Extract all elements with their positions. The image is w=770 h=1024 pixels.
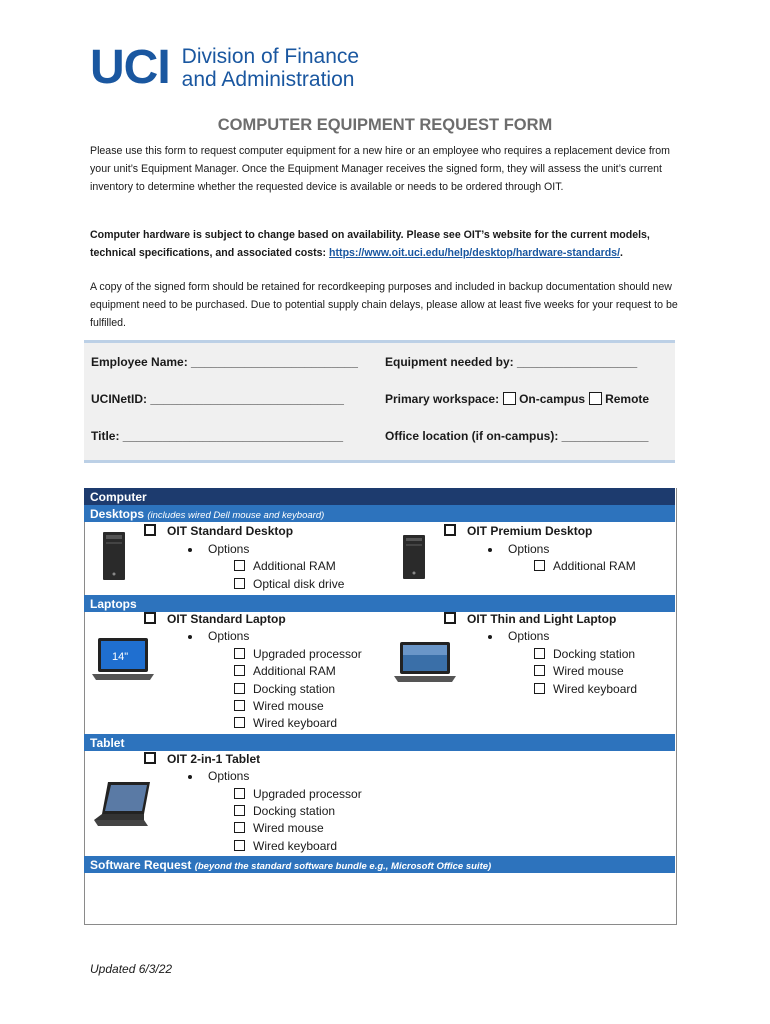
tablet-2in1-icon: [92, 778, 158, 830]
section-computer-label: Computer: [90, 490, 147, 504]
tablet-options-heading: [188, 769, 249, 783]
bullet-icon: [188, 775, 192, 779]
checkbox-icon[interactable]: [234, 700, 245, 711]
tablet-option-item[interactable]: [234, 787, 362, 801]
standard-laptop-option[interactable]: [144, 612, 286, 626]
logo-line-2: and Administration: [181, 68, 355, 91]
option-label: Wired keyboard: [553, 682, 638, 696]
primary-workspace-row: [385, 392, 649, 406]
option-label: Additional RAM: [253, 559, 336, 573]
section-desktops-note: (includes wired Dell mouse and keyboard): [147, 510, 325, 521]
option-label: Additional RAM: [553, 559, 636, 573]
checkbox-icon[interactable]: [234, 717, 245, 728]
checkbox-icon[interactable]: [144, 524, 156, 536]
option-label: Docking station: [553, 647, 636, 661]
remote-label: Remote: [605, 392, 650, 406]
bullet-icon: [488, 635, 492, 639]
standard-laptop-label: OIT Standard Laptop: [167, 612, 286, 626]
tablet-option-item[interactable]: [234, 839, 337, 853]
option-label: Additional RAM: [253, 664, 336, 678]
checkbox-icon[interactable]: [234, 822, 245, 833]
options-label: Options: [208, 542, 250, 556]
standard-laptop-option-item[interactable]: [234, 664, 336, 678]
checkbox-icon[interactable]: [234, 683, 245, 694]
p2-end: .: [620, 247, 623, 259]
on-campus-checkbox[interactable]: [503, 392, 516, 405]
options-label: Options: [208, 629, 250, 643]
intro-paragraph-1: Please use this form to request computer equipment for a new hire or an employee who requires a replacement device from your unit’s Equipment Manager. Once the Equipment Manager receives the signed form, they will assess the unit’s current inventory to determine whether the requested device is available or needs to be ordered through OIT.: [90, 145, 671, 193]
intro-paragraph-2: [90, 226, 680, 262]
updated-date: Updated 6/3/22: [90, 962, 173, 976]
laptop-thin-icon: [392, 640, 458, 684]
checkbox-icon[interactable]: [444, 524, 456, 536]
checkbox-icon[interactable]: [234, 648, 245, 659]
checkbox-icon[interactable]: [534, 560, 545, 571]
equipment-needed-field[interactable]: Equipment needed by: __________________: [385, 355, 638, 369]
checkbox-icon[interactable]: [234, 788, 245, 799]
option-label: Docking station: [253, 682, 336, 696]
section-laptops: [84, 595, 675, 612]
tablet-option-item[interactable]: [234, 804, 335, 818]
standard-laptop-option-item[interactable]: [234, 682, 335, 696]
bullet-icon: [188, 635, 192, 639]
options-label: Options: [208, 769, 250, 783]
checkbox-icon[interactable]: [444, 612, 456, 624]
thin-light-laptop-label: OIT Thin and Light Laptop: [467, 612, 617, 626]
standard-laptop-option-item[interactable]: [234, 716, 337, 730]
section-desktops-label: Desktops: [90, 507, 145, 521]
section-tablet: [84, 734, 675, 751]
tablet-2in1-option[interactable]: [144, 752, 260, 766]
standard-desktop-option[interactable]: [144, 524, 293, 538]
option-label: Optical disk drive: [253, 577, 345, 591]
checkbox-icon[interactable]: [144, 752, 156, 764]
option-label: Wired mouse: [253, 699, 324, 713]
section-desktops: [84, 505, 675, 522]
standard-laptop-option-item[interactable]: [234, 647, 362, 661]
office-location-field[interactable]: Office location (if on-campus): _____________: [385, 429, 649, 443]
logo-text: [182, 45, 359, 91]
checkbox-icon[interactable]: [534, 683, 545, 694]
options-label: Options: [508, 629, 550, 643]
section-laptops-label: Laptops: [90, 597, 137, 611]
employee-name-field[interactable]: Employee Name: _________________________: [91, 355, 358, 369]
checkbox-icon[interactable]: [534, 648, 545, 659]
option-label: Upgraded processor: [253, 787, 362, 801]
bullet-icon: [488, 548, 492, 552]
premium-desktop-option-item[interactable]: [534, 559, 636, 573]
option-label: Wired mouse: [553, 664, 624, 678]
tablet-2in1-label: OIT 2-in-1 Tablet: [167, 752, 261, 766]
checkbox-icon[interactable]: [234, 560, 245, 571]
logo-line-1: Division of Finance: [181, 45, 360, 68]
standard-desktop-options-heading: [188, 542, 249, 556]
option-label: Wired mouse: [253, 821, 324, 835]
hardware-standards-link[interactable]: https://www.oit.uci.edu/help/desktop/hardware-standards/: [329, 247, 621, 259]
uci-logo: [90, 41, 360, 94]
page-title: COMPUTER EQUIPMENT REQUEST FORM: [217, 116, 553, 134]
standard-desktop-option-item[interactable]: [234, 577, 344, 591]
bullet-icon: [188, 548, 192, 552]
desktop-tower-premium-icon: [400, 533, 430, 581]
checkbox-icon[interactable]: [234, 578, 245, 589]
software-request-input[interactable]: [85, 874, 674, 923]
premium-desktop-label: OIT Premium Desktop: [467, 524, 593, 538]
remote-checkbox[interactable]: [589, 392, 602, 405]
checkbox-icon[interactable]: [234, 665, 245, 676]
standard-desktop-option-item[interactable]: [234, 559, 336, 573]
section-computer: [84, 488, 675, 505]
section-software-note: (beyond the standard software bundle e.g., Microsoft Office suite): [194, 861, 492, 872]
checkbox-icon[interactable]: [234, 840, 245, 851]
premium-desktop-options-heading: [488, 542, 549, 556]
premium-desktop-option[interactable]: [444, 524, 592, 538]
thin-light-laptop-option-item[interactable]: [534, 682, 637, 696]
laptop-screen-label: 14": [112, 651, 129, 663]
section-software-request: [84, 856, 675, 873]
section-software-label: Software Request: [90, 858, 192, 872]
on-campus-label: On-campus: [519, 392, 586, 406]
section-tablet-label: Tablet: [90, 736, 125, 750]
option-label: Docking station: [253, 804, 336, 818]
ucinetid-field[interactable]: UCINetID: _____________________________: [91, 392, 344, 406]
thin-light-laptop-option[interactable]: [444, 612, 616, 626]
options-label: Options: [508, 542, 550, 556]
title-field[interactable]: Title: _________________________________: [91, 429, 344, 443]
option-label: Wired keyboard: [253, 839, 338, 853]
checkbox-icon[interactable]: [234, 805, 245, 816]
primary-workspace-label: Primary workspace:: [385, 392, 500, 406]
tablet-option-item[interactable]: [234, 821, 324, 835]
standard-desktop-label: OIT Standard Desktop: [167, 524, 294, 538]
option-label: Wired keyboard: [253, 716, 338, 730]
laptop-standard-icon: [90, 636, 156, 682]
intro-paragraph-3: A copy of the signed form should be retained for recordkeeping purposes and included in backup documentation should new equipment need to be purchased. Due to potential supply chain delays, please allow at least five weeks for your request to be fulfilled.: [90, 281, 678, 329]
standard-laptop-option-item[interactable]: [234, 699, 324, 713]
option-label: Upgraded processor: [253, 647, 362, 661]
p2-text: Computer hardware is subject to change based on availability. Please see OIT’s website for the current models, technical specifications, and associated costs:: [90, 229, 650, 259]
thin-light-laptop-option-item[interactable]: [534, 647, 635, 661]
standard-laptop-options-heading: [188, 629, 249, 643]
logo-mark: UCI: [90, 41, 170, 94]
checkbox-icon[interactable]: [144, 612, 156, 624]
desktop-tower-icon: [100, 530, 130, 582]
thin-light-laptop-options-heading: [488, 629, 549, 643]
thin-light-laptop-option-item[interactable]: [534, 664, 624, 678]
checkbox-icon[interactable]: [534, 665, 545, 676]
